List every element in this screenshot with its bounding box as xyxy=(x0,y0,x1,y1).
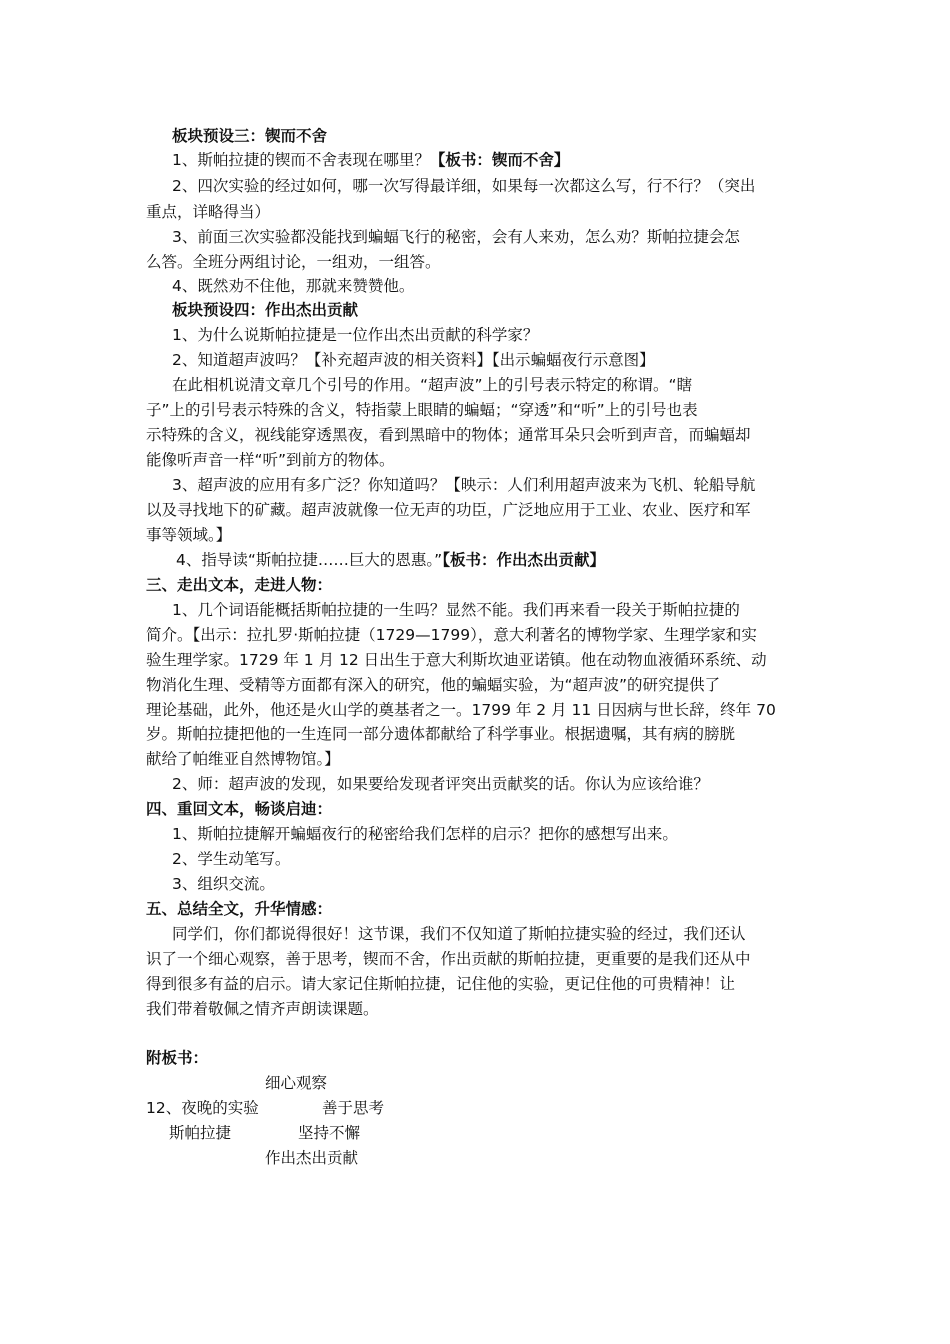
section3-q4: 4、既然劝不住他，那就来赞赞他。 xyxy=(172,277,415,295)
part4-heading: 四、重回文本，畅谈启迪： xyxy=(146,800,333,818)
section4-q3-line3: 事等领域。】 xyxy=(146,526,232,544)
section3-q2-line1: 2、四次实验的经过如何，哪一次写得最详细，如果每一次都这么写，行不行？（突出 xyxy=(172,177,756,195)
part4-item1: 1、斯帕拉捷解开蝙蝠夜行的秘密给我们怎样的启示？把你的感想写出来。 xyxy=(172,825,678,843)
board-word-contribution: 作出杰出贡献 xyxy=(265,1149,359,1167)
part5-heading: 五、总结全文，升华情感： xyxy=(146,900,333,918)
part3-p2: 2、师：超声波的发现，如果要给发现者评突出贡献奖的话。你认为应该给谁？ xyxy=(172,775,709,793)
section3-q1: 1、斯帕拉捷的锲而不舍表现在哪里？【板书：锲而不舍】 xyxy=(172,151,570,169)
board-name: 斯帕拉捷 xyxy=(169,1124,232,1142)
section4-q1: 1、为什么说斯帕拉捷是一位作出杰出贡献的科学家？ xyxy=(172,326,539,344)
board-word-observe: 细心观察 xyxy=(265,1074,328,1092)
section4-q3-line2: 以及寻找地下的矿藏。超声波就像一位无声的功臣，广泛地应用于工业、农业、医疗和军 xyxy=(146,501,751,519)
section4-q2: 2、知道超声波吗？【补充超声波的相关资料】【出示蝙蝠夜行示意图】 xyxy=(172,351,655,369)
part4-item3: 3、组织交流。 xyxy=(172,875,275,893)
section4-para-line4: 能像听声音一样“听”到前方的物体。 xyxy=(146,451,395,469)
board-title: 12、夜晚的实验 xyxy=(146,1099,259,1117)
section4-q3-line1: 3、超声波的应用有多广泛？你知道吗？【映示：人们利用超声波来为飞机、轮船导航 xyxy=(172,476,756,494)
section4-para-line2: 子”上的引号表示特殊的含义，特指蒙上眼睛的蝙蝠；“穿透”和“听”上的引号也表 xyxy=(146,401,698,419)
part4-item2: 2、学生动笔写。 xyxy=(172,850,291,868)
part5-line2: 识了一个细心观察，善于思考，锲而不舍，作出贡献的斯帕拉捷，更重要的是我们还从中 xyxy=(146,950,751,968)
part3-p1-line1: 1、几个词语能概括斯帕拉捷的一生吗？显然不能。我们再来看一段关于斯帕拉捷的 xyxy=(172,601,740,619)
part3-p1-line7: 献给了帕维亚自然博物馆。】 xyxy=(146,750,340,768)
board-word-think: 善于思考 xyxy=(322,1099,385,1117)
part3-p1-line6: 岁。斯帕拉捷把他的一生连同一部分遗体都献给了科学事业。根据遗嘱，其有病的膀胱 xyxy=(146,725,736,743)
part3-p1-line2: 简介。【出示：拉扎罗·斯帕拉捷（1729—1799），意大利著名的博物学家、生理学家和实 xyxy=(146,626,757,644)
section3-q2-line2: 重点，详略得当） xyxy=(146,203,271,221)
board-heading: 附板书： xyxy=(146,1049,209,1067)
part3-p1-line4: 物消化生理、受精等方面都有深入的研究，他的蝙蝠实验，为“超声波”的研究提供了 xyxy=(146,676,721,694)
part3-heading: 三、走出文本，走进人物： xyxy=(146,576,333,594)
part3-p1-line5: 理论基础，此外，他还是火山学的奠基者之一。1799 年 2 月 11 日因病与世长辞，终年 70 xyxy=(146,701,776,719)
part5-line4: 我们带着敬佩之情齐声朗读课题。 xyxy=(146,1000,379,1018)
section3-q1-board: 【板书：锲而不舍】 xyxy=(429,151,570,169)
part5-line3: 得到很多有益的启示。请大家记住斯帕拉捷，记住他的实验，更记住他的可贵精神！让 xyxy=(146,975,736,993)
section3-heading: 板块预设三：锲而不舍 xyxy=(172,127,328,145)
section4-heading: 板块预设四：作出杰出贡献 xyxy=(172,301,359,319)
section3-q3-line2: 么答。全班分两组讨论，一组劝，一组答。 xyxy=(146,253,441,271)
section4-q4-board: 【板书：作出杰出贡献】 xyxy=(442,551,605,569)
section4-para-line1: 在此相机说清文章几个引号的作用。“超声波”上的引号表示特定的称谓。“瞎 xyxy=(172,376,693,394)
part5-line1: 同学们，你们都说得很好！这节课，我们不仅知道了斯帕拉捷实验的经过，我们还认 xyxy=(172,925,746,943)
section4-q4: 4、指导读“斯帕拉捷……巨大的恩惠。”【板书：作出杰出贡献】 xyxy=(176,551,605,569)
section3-q3-line1: 3、前面三次实验都没能找到蝙蝠飞行的秘密，会有人来劝，怎么劝？斯帕拉捷会怎 xyxy=(172,228,740,246)
part3-p1-line3: 验生理学家。1729 年 1 月 12 日出生于意大利斯坎迪亚诺镇。他在动物血液循环系统、动 xyxy=(146,651,767,669)
board-word-persist: 坚持不懈 xyxy=(298,1124,361,1142)
section4-para-line3: 示特殊的含义，视线能穿透黑夜，看到黑暗中的物体；通常耳朵只会听到声音，而蝙蝠却 xyxy=(146,426,751,444)
